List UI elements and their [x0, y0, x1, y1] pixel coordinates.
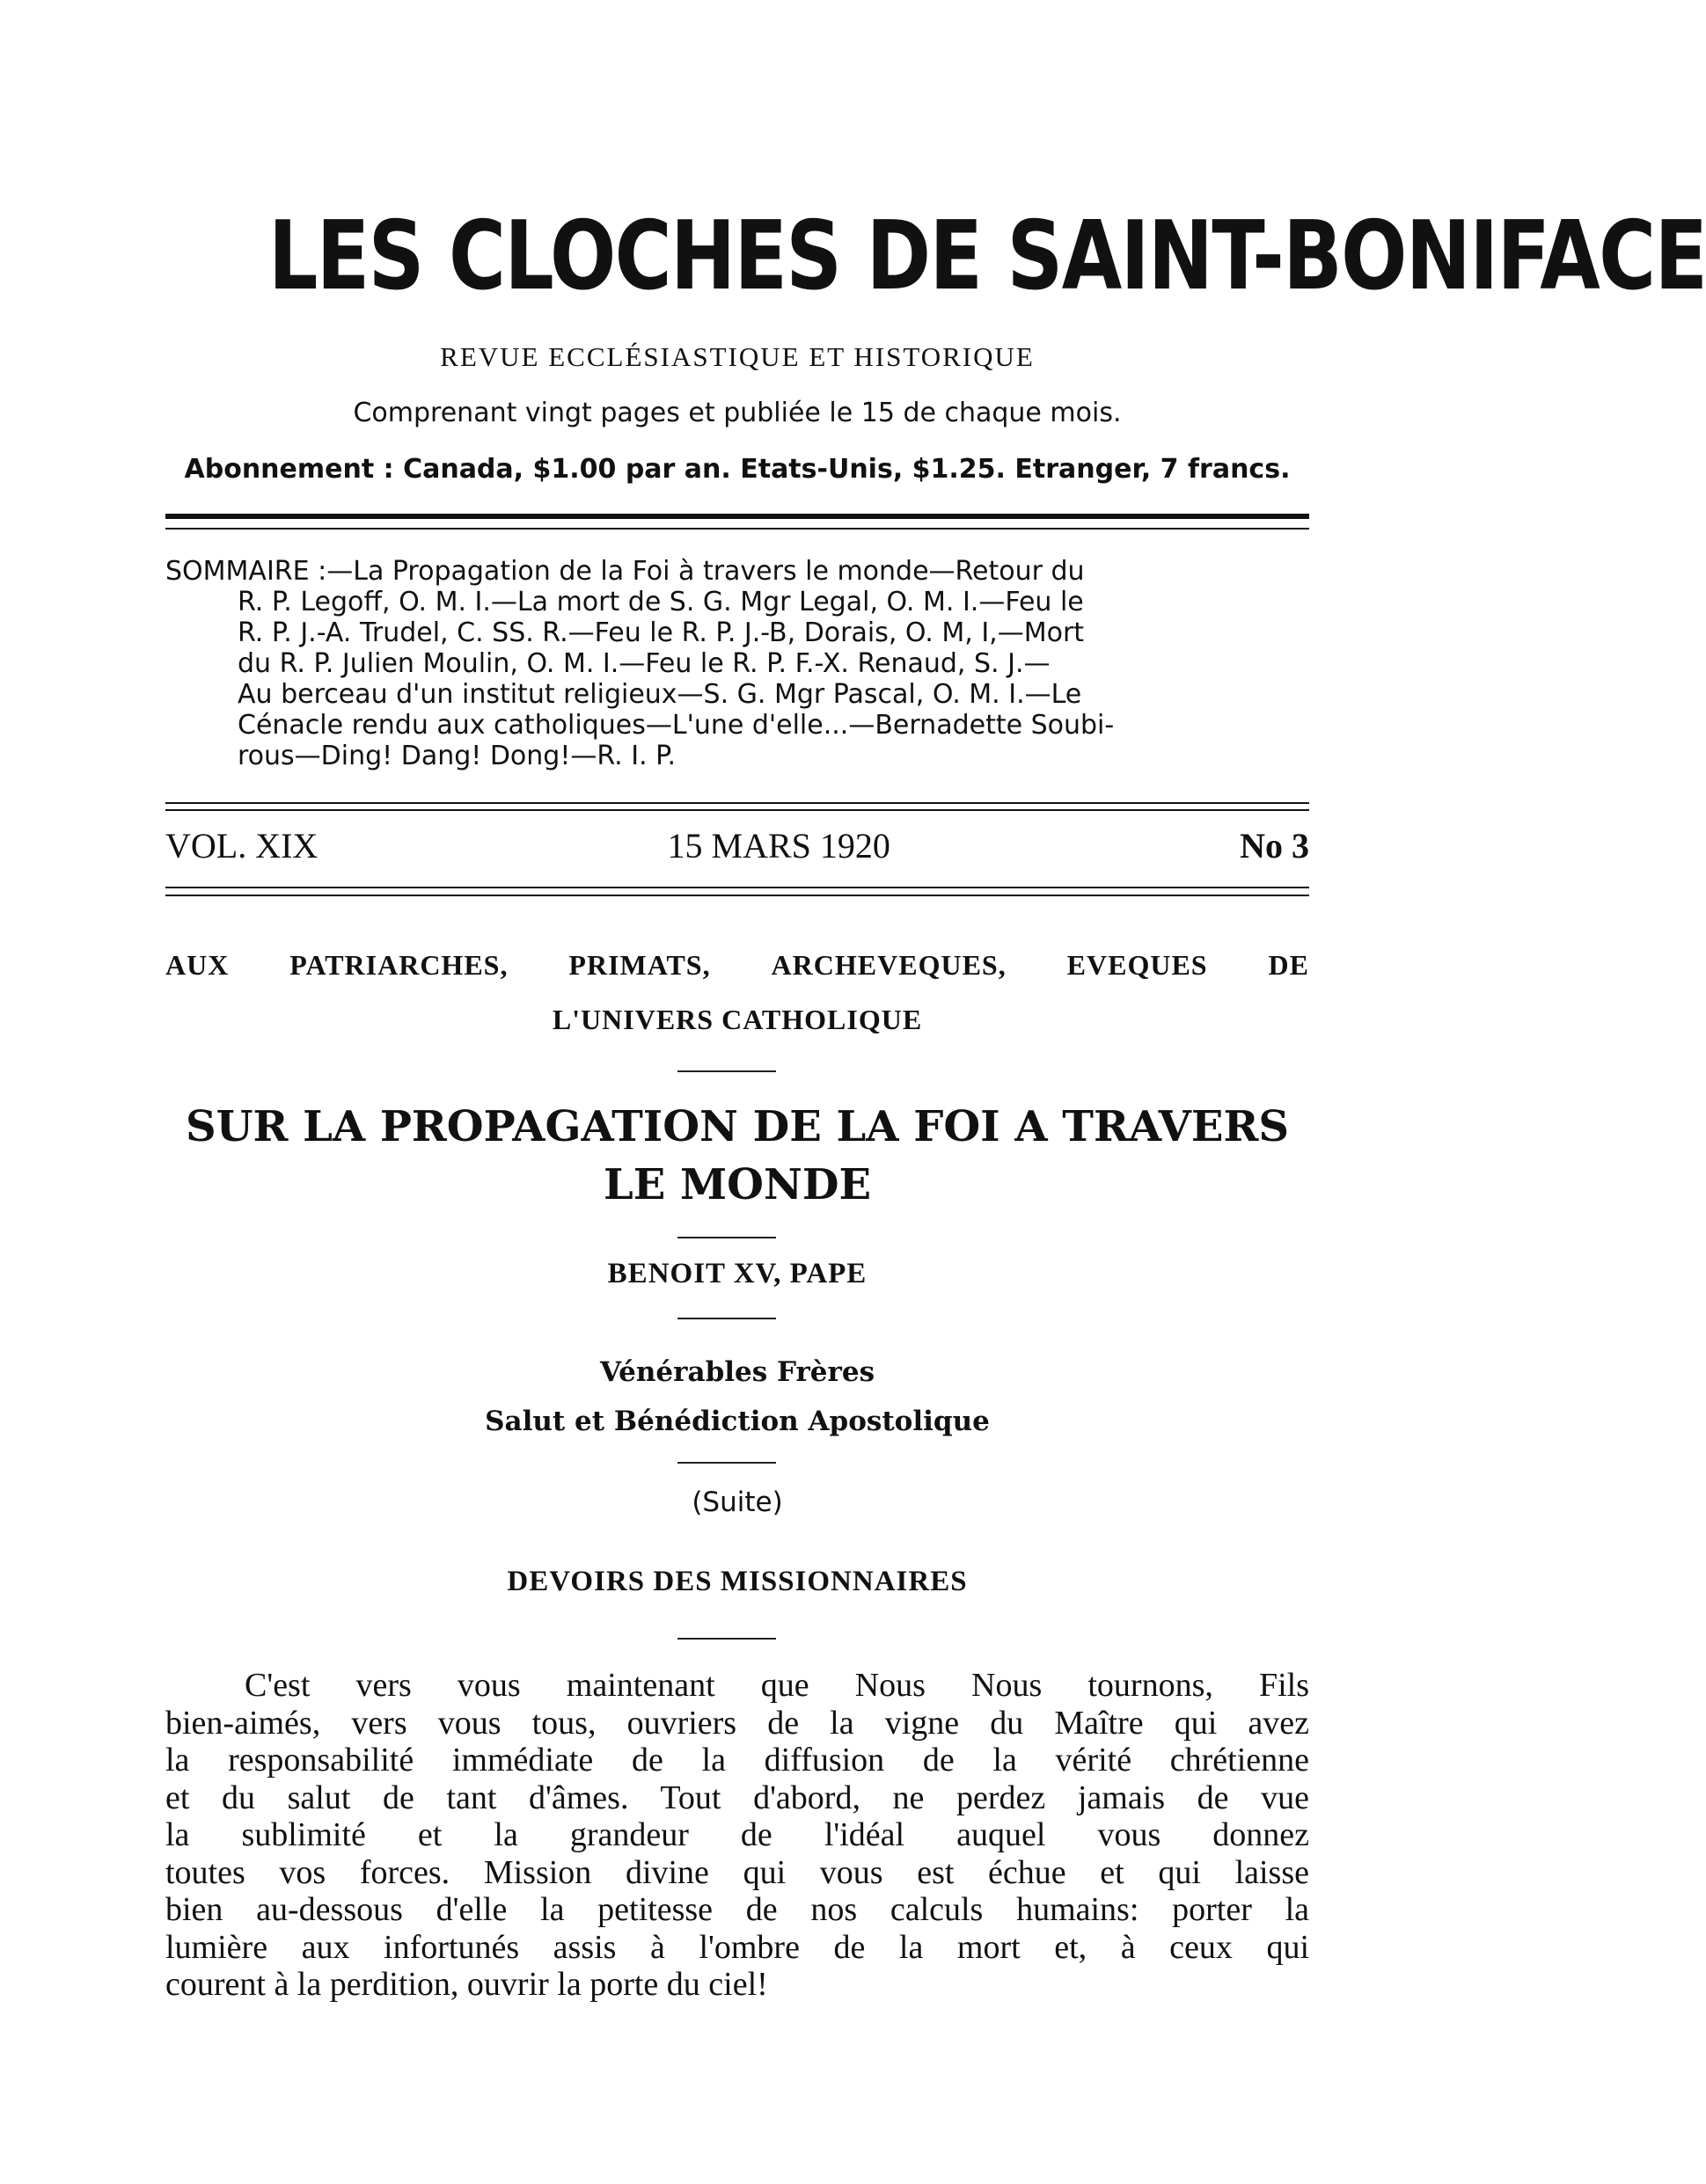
address-heading [165, 938, 1309, 1047]
toc-line: R. P. J.-A. Trudel, C. SS. R.—Feu le R. P. J.-B, Dorais, O. M, I,—Mort [238, 617, 1085, 648]
body-line: courent à la perdition, ouvrir la porte du ciel! [165, 1966, 768, 2003]
volume-rule-bottom-1 [165, 887, 1309, 888]
address-word: DE [1268, 949, 1309, 981]
toc-line: Au berceau d'un institut religieux—S. G. Mgr Pascal, O. M. I.—Le [238, 679, 1082, 710]
body-line: bien au-dessous d'elle la petitesse de nos calculs humains: porter la [165, 1891, 1309, 1928]
separator-dash [677, 1638, 776, 1640]
toc-line: SOMMAIRE :—La Propagation de la Foi à travers le monde—Retour du [165, 556, 1085, 587]
publication-info: Comprenant vingt pages et publiée le 15 de chaque mois. [353, 398, 1122, 428]
article-body [165, 1667, 1309, 2004]
toc-line: du R. P. Julien Moulin, O. M. I.—Feu le R. P. F.-X. Renaud, S. J.— [238, 648, 1051, 679]
body-line: lumière aux infortunés assis à l'ombre de la mort et, à ceux qui [165, 1928, 1309, 1966]
separator-dash [677, 1318, 776, 1319]
article-title [165, 1098, 1309, 1214]
address-word: AUX [165, 949, 230, 981]
address-line-2: L'UNIVERS CATHOLIQUE [552, 1004, 923, 1035]
salutation [165, 1348, 1309, 1446]
toc-line: R. P. Legoff, O. M. I.—La mort de S. G. Mgr Legal, O. M. I.—Feu le [238, 587, 1084, 617]
salutation-line-1: Vénérables Frères [599, 1356, 875, 1388]
table-of-contents [165, 556, 1309, 771]
volume-rule-top-2 [165, 809, 1309, 811]
body-line: C'est vers vous maintenant que Nous Nous tournons, Fils [245, 1667, 1309, 1704]
volume-rule-bottom-2 [165, 895, 1309, 896]
body-line: bien-aimés, vers vous tous, ouvriers de la vigne du Maître qui avez [165, 1704, 1309, 1742]
body-line: la sublimité et la grandeur de l'idéal auquel vous donnez [165, 1816, 1309, 1853]
issue-number: No 3 [1240, 826, 1309, 866]
separator-dash [677, 1462, 776, 1464]
address-line-1 [165, 938, 1309, 992]
address-word: EVEQUES [1066, 949, 1208, 981]
issue-date: 15 MARS 1920 [667, 826, 890, 866]
body-line: toutes vos forces. Mission divine qui vous est échue et qui laisse [165, 1853, 1309, 1891]
separator-dash [677, 1237, 776, 1238]
header-rule-thin [165, 528, 1309, 530]
volume-rule-top-1 [165, 802, 1309, 804]
salutation-line-2: Salut et Bénédiction Apostolique [485, 1406, 990, 1437]
separator-dash [677, 1070, 776, 1072]
article-title-line-2: LE MONDE [603, 1160, 872, 1209]
address-word: PRIMATS, [568, 949, 711, 981]
subscription-info: Abonnement : Canada, $1.00 par an. Etats-Unis, $1.25. Etranger, 7 francs. [184, 454, 1291, 485]
address-word: PATRIARCHES, [289, 949, 509, 981]
article-title-line-1: SUR LA PROPAGATION DE LA FOI A TRAVERS [185, 1102, 1290, 1151]
continuation-note: (Suite) [692, 1486, 783, 1518]
body-line: et du salut de tant d'âmes. Tout d'abord, ne perdez jamais de vue [165, 1779, 1309, 1816]
masthead-title: LES CLOCHES DE SAINT-BONIFACE [268, 201, 1706, 311]
section-heading: DEVOIRS DES MISSIONNAIRES [507, 1566, 968, 1597]
toc-line: Cénacle rendu aux catholiques—L'une d'elle...—Bernadette Soubi- [238, 710, 1115, 741]
volume-number: VOL. XIX [165, 826, 319, 866]
header-rule-thick [165, 514, 1309, 519]
address-word: ARCHEVEQUES, [771, 949, 1007, 981]
article-author: BENOIT XV, PAPE [607, 1258, 868, 1289]
body-line: la responsabilité immédiate de la diffusion de la vérité chrétienne [165, 1742, 1309, 1779]
volume-line [165, 825, 1309, 866]
toc-line: rous—Ding! Dang! Dong!—R. I. P. [238, 741, 677, 771]
review-subtitle: REVUE ECCLÉSIASTIQUE ET HISTORIQUE [440, 341, 1035, 372]
